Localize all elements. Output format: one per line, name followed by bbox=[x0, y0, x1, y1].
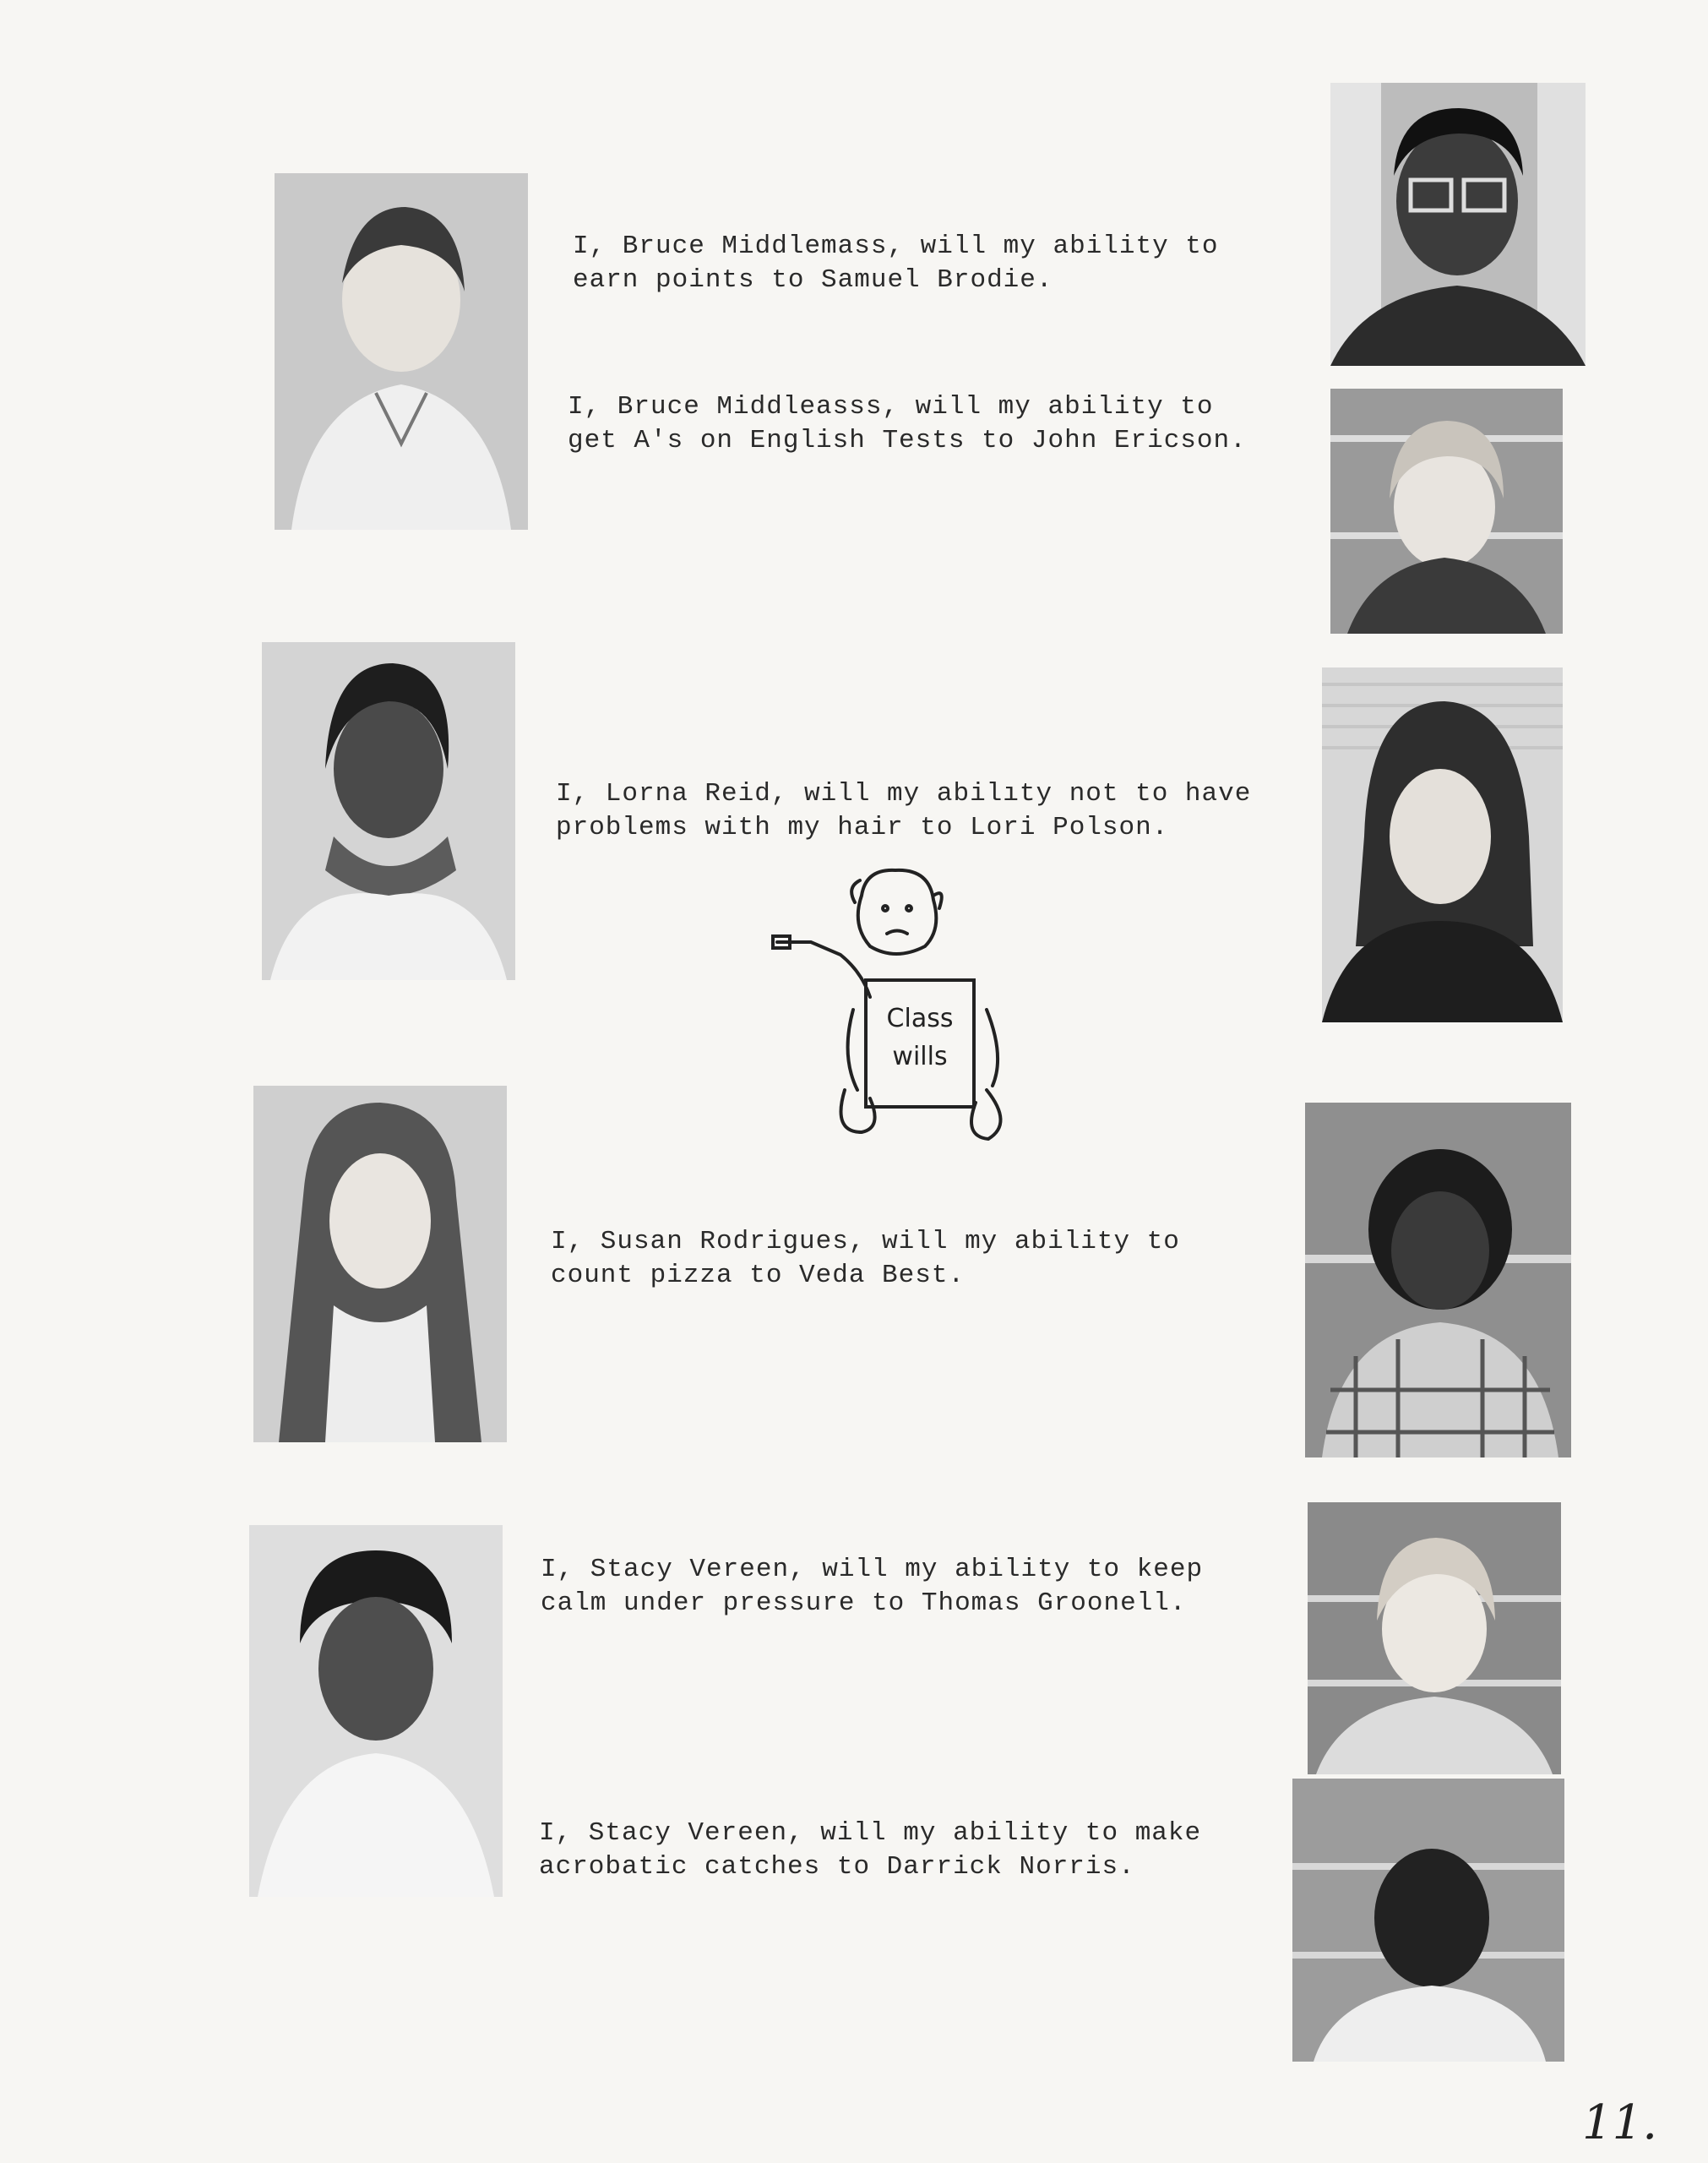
will-bruce-middlemass-samuel-brodie: I, Bruce Middlemass, will my ability to earn points to Samuel Brodie. bbox=[573, 232, 1219, 295]
portrait-darrick-norris bbox=[1292, 1779, 1564, 2062]
cartoon-sign-line2: wills bbox=[892, 1042, 948, 1071]
will-lorna-reid-lori-polson: I, Lorna Reid, will my abilıty not to have problems with my hair to Lori Polson. bbox=[556, 779, 1252, 842]
portrait-thomas-groonell bbox=[1308, 1502, 1561, 1774]
cartoon-sign-line1: Class bbox=[886, 1004, 954, 1033]
will-stacy-vereen-darrick-norris: I, Stacy Vereen, will my ability to make acrobatic catches to Darrick Norris. bbox=[539, 1818, 1202, 1882]
will-bruce-middleasss-john-ericson: I, Bruce Middleasss, will my ability to get A's on English Tests to John Ericson. bbox=[568, 392, 1247, 455]
will-susan-rodrigues-veda-best: I, Susan Rodrigues, will my ability to count pizza to Veda Best. bbox=[551, 1227, 1180, 1290]
portrait-susan-rodrigues bbox=[253, 1086, 507, 1442]
will-stacy-vereen-thomas-groonell: I, Stacy Vereen, will my ability to keep calm under pressure to Thomas Groonell. bbox=[541, 1555, 1204, 1618]
page-number: 11. bbox=[1581, 2095, 1657, 2150]
class-wills-cartoon bbox=[760, 862, 1047, 1149]
portrait-stacy-vereen bbox=[249, 1525, 503, 1897]
portrait-lori-polson bbox=[1322, 667, 1563, 1022]
portrait-lorna-reid bbox=[262, 642, 515, 980]
portrait-john-ericson bbox=[1330, 389, 1563, 634]
portrait-bruce-middlemass bbox=[275, 173, 528, 530]
portrait-samuel-brodie bbox=[1330, 83, 1586, 366]
portrait-veda-best bbox=[1305, 1103, 1571, 1457]
